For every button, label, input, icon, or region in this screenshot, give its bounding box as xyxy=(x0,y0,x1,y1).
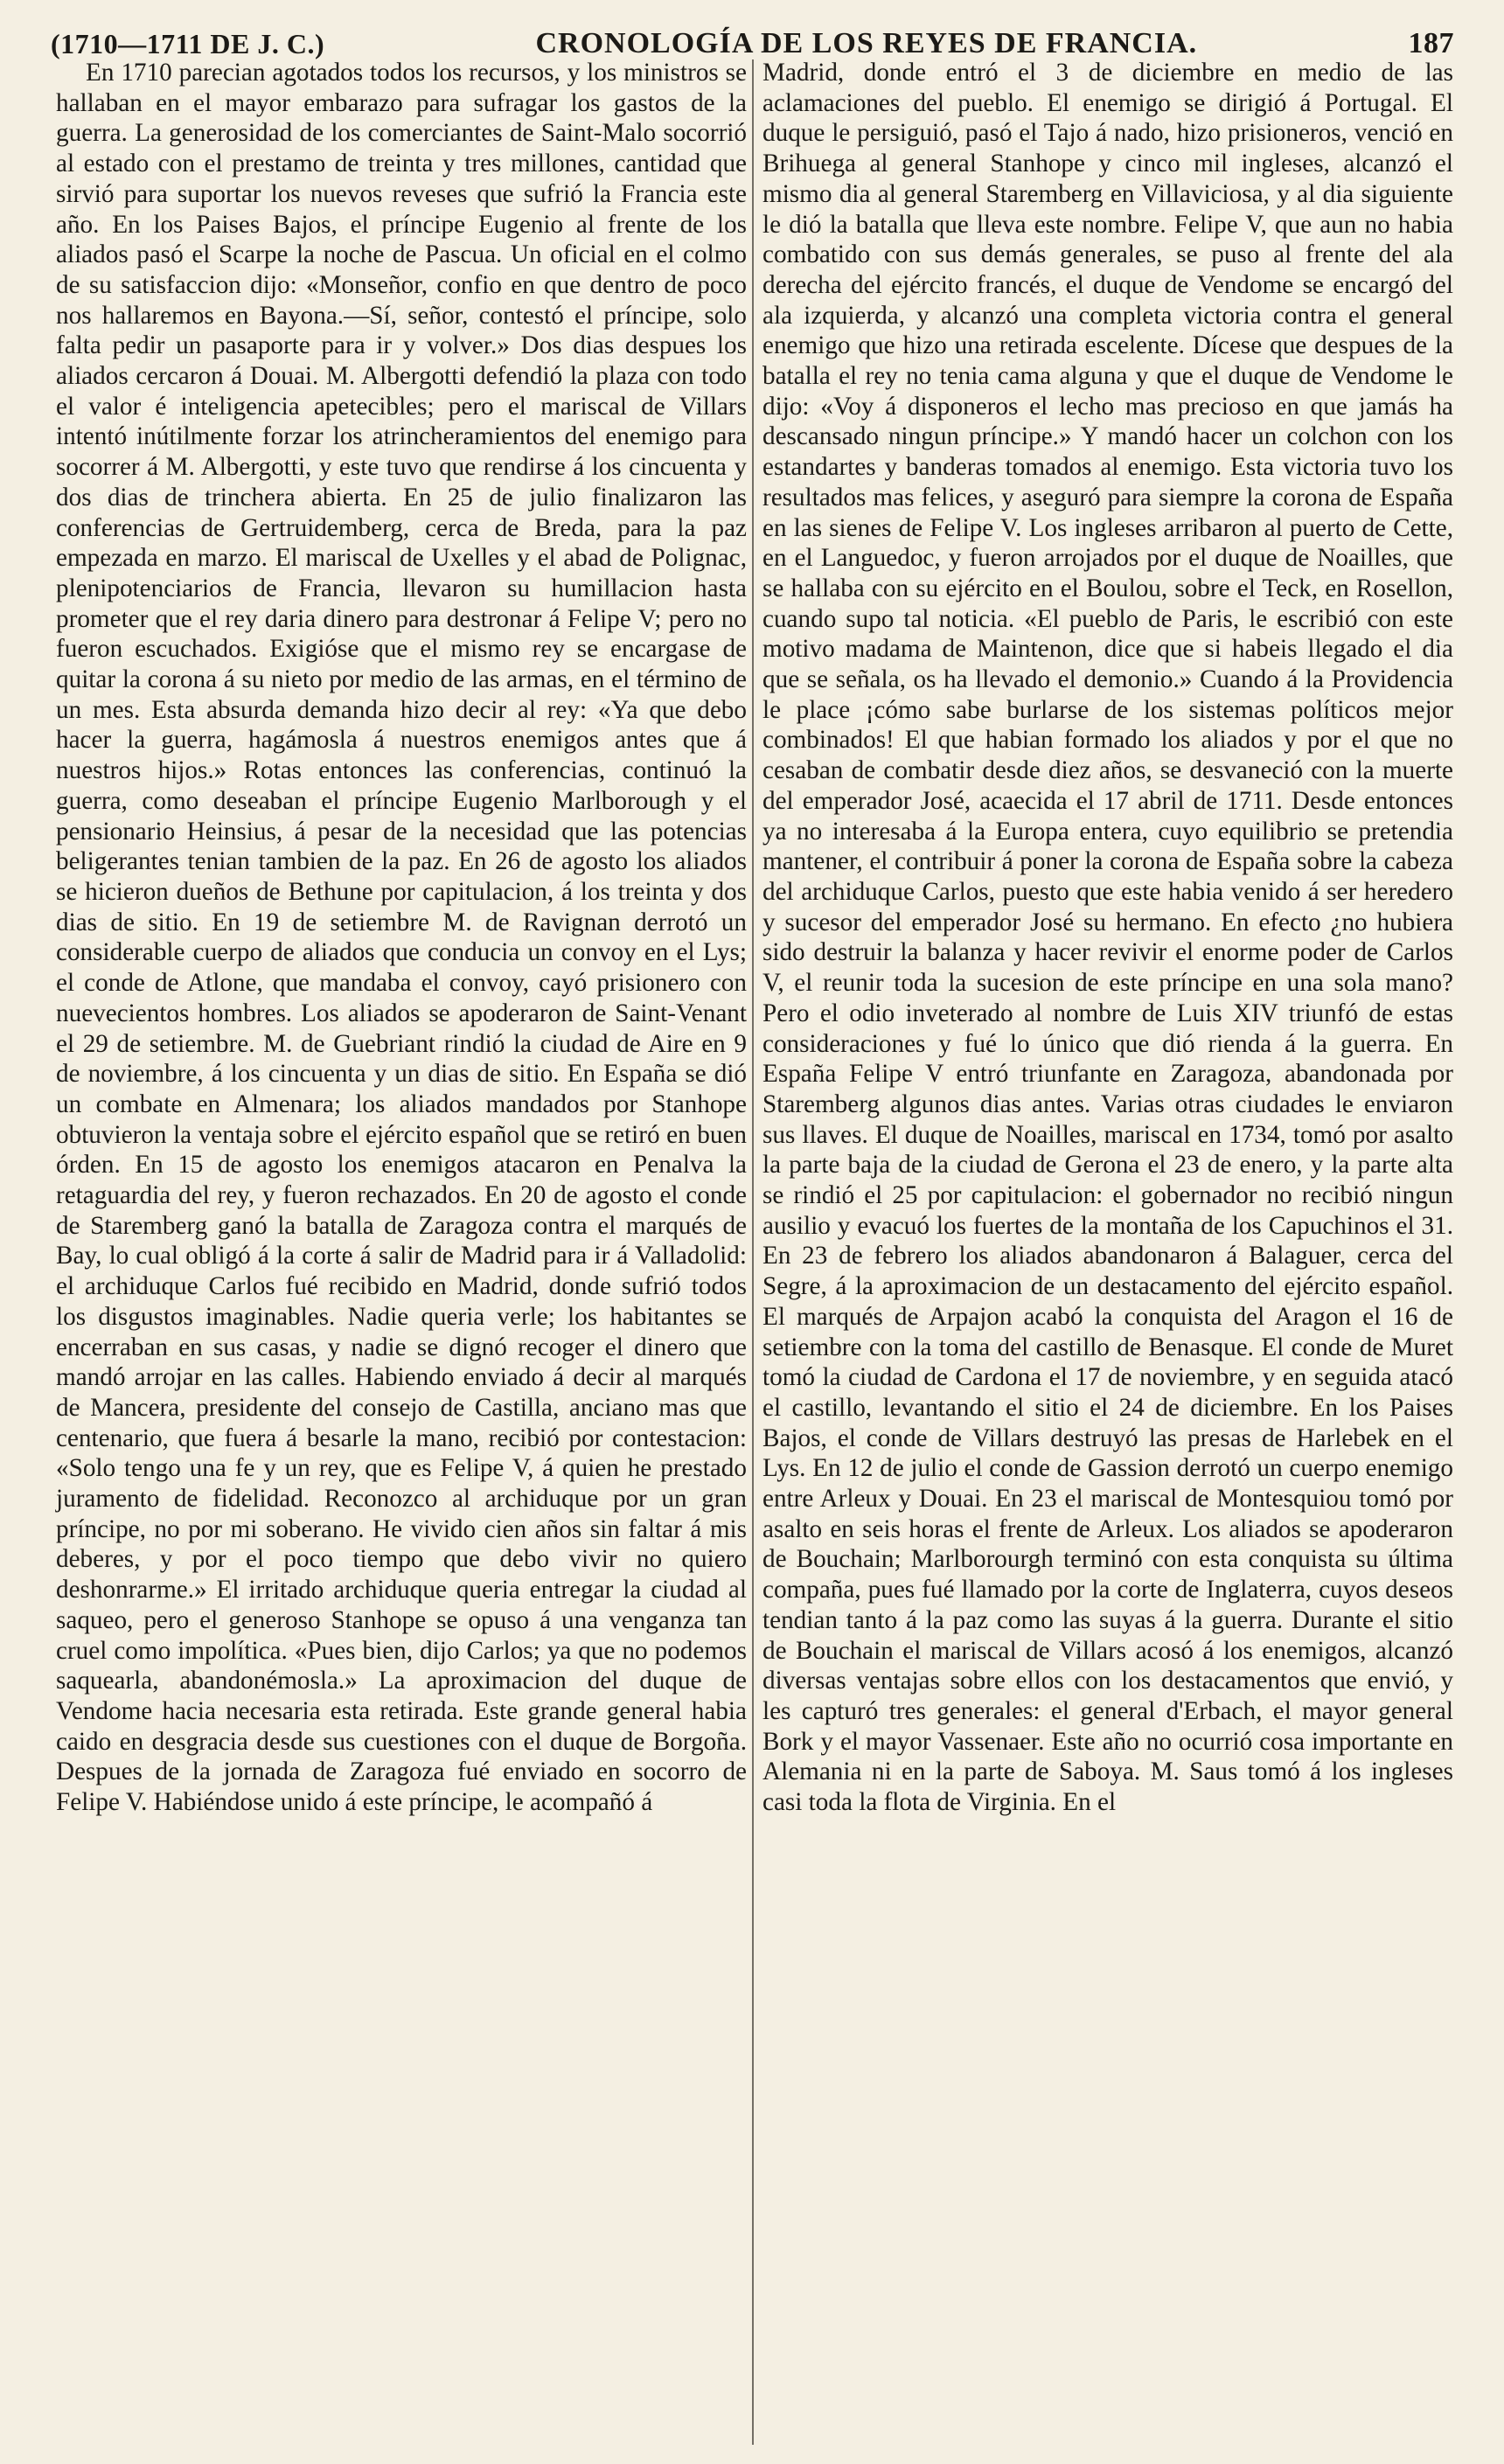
running-title: CRONOLOGÍA DE LOS REYES DE FRANCIA. xyxy=(535,27,1198,59)
left-column-text: En 1710 parecian agotados todos los recursos, y los ministros se hallaban en el mayor embarazo para sufragar los gastos de la guerra. La generosidad de los comerciantes de Saint-Malo socorrió al estado con el prestamo de treinta y tres millones, cantidad que sirvió para suportar los nuevos reveses que sufrió la Francia este año. En los Paises Bajos, el príncipe Eugenio al frente de los aliados pasó el Scarpe la noche de Pascua. Un oficial en el colmo de su satisfaccion dijo: «Monseñor, confio en que dentro de poco nos hallaremos en Bayona.—Sí, señor, contestó el príncipe, solo falta pedir un pasaporte para ir y volver.» Dos dias despues los aliados cercaron á Douai. M. Albergotti defendió la plaza con todo el valor é inteligencia apetecibles; pero el mariscal de Villars intentó inútilmente forzar los atrincheramientos del enemigo para socorrer á M. Albergotti, y este tuvo que rendirse á los cincuenta y dos dias de trinchera abierta. En 25 de julio finalizaron las conferencias de Gertruidemberg, cerca de Breda, para la paz empezada en marzo. El mariscal de Uxelles y el abad de Polignac, plenipotenciarios de Francia, llevaron su humillacion hasta prometer que el rey daria dinero para destronar á Felipe V; pero no fueron escuchados. Exigióse que el mismo rey se encargase de quitar la corona á su nieto por medio de las armas, en el término de un mes. Esta absurda demanda hizo decir al rey: «Ya que debo hacer la guerra, hagámosla á nuestros enemigos antes que á nuestros hijos.» Rotas entonces las conferencias, continuó la guerra, como deseaban el príncipe Eugenio Marlborough y el pensionario Heinsius, á pesar de la necesidad que las potencias beligerantes tenian tambien de la paz. En 26 de agosto los aliados se hicieron dueños de Bethune por capitulacion, á los treinta y dos dias de sitio. En 19 de setiembre M. de Ravignan derrotó un considerable cuerpo de aliados que conducia un convoy en el Lys; el conde de Atlone, que mandaba el convoy, cayó prisionero con nuevecientos hombres. Los aliados se apoderaron de Saint-Venant el 29 de setiembre. M. de Guebriant rindió la ciudad de Aire en 9 de noviembre, á los cincuenta y un dias de sitio. En España se dió un combate en Almenara; los aliados mandados por Stanhope obtuvieron la ventaja sobre el ejército español que se retiró en buen órden. En 15 de agosto los enemigos atacaron en Penalva la retaguardia del rey, y fueron rechazados. En 20 de agosto el conde de Staremberg ganó la batalla de Zaragoza contra el marqués de Bay, lo cual obligó á la corte á salir de Madrid para ir á Valladolid: el archiduque Carlos fué recibido en Madrid, donde sufrió todos los disgustos imaginables. Nadie queria verle; los habitantes se encerraban en sus casas, y nadie se dignó recoger el dinero que mandó arrojar en las calles. Habiendo enviado á decir al marqués de Mancera, presidente del consejo de Castilla, anciano mas que centenario, que fuera á besarle la mano, recibió por contestacion: «Solo tengo una fe y un rey, que es Felipe V, á quien he prestado juramento de fidelidad. Reconozco al archiduque por un gran príncipe, no por mi soberano. He vivido cien años sin faltar á mis deberes, y por el poco tiempo que debo vivir no quiero deshonrarme.» El irritado archiduque queria entregar la ciudad al saqueo, pero el generoso Stanhope se opuso á una venganza tan cruel como impolítica. «Pues bien, dijo Carlos; ya que no podemos saquearla, abandonémosla.» La aproximacion del duque de Vendome hacia necesaria esta retirada. Este grande general habia caido en desgracia desde sus cuestiones con el duque de Borgoña. Despues de la jornada de Zaragoza fué enviado en socorro de Felipe V. Habiéndose unido á este príncipe, le acompañó á xyxy=(56,59,747,1817)
running-head-dates: (1710—1711 DE J. C.) xyxy=(51,27,325,59)
right-column xyxy=(762,58,1453,2445)
page-number: 187 xyxy=(1408,27,1454,59)
right-column-text: Madrid, donde entró el 3 de diciembre en medio de las aclamaciones del pueblo. El enemigo se dirigió á Portugal. El duque le persiguió, pasó el Tajo á nado, hizo prisioneros, venció en Brihuega al general Stanhope y cinco mil ingleses, alcanzó el mismo dia al general Staremberg en Villaviciosa, y al dia siguiente le dió la batalla que lleva este nombre. Felipe V, que aun no habia combatido con sus demás generales, se puso al frente del ala derecha del ejército francés, el duque de Vendome se encargó del ala izquierda, y alcanzó una completa victoria contra el general enemigo que hizo una retirada escelente. Dícese que despues de la batalla el rey no tenia cama alguna y que el duque de Vendome le dijo: «Voy á disponeros el lecho mas precioso en que jamás ha descansado ningun príncipe.» Y mandó hacer un colchon con los estandartes y banderas tomados al enemigo. Esta victoria tuvo los resultados mas felices, y aseguró para siempre la corona de España en las sienes de Felipe V. Los ingleses arribaron al puerto de Cette, en el Languedoc, y fueron arrojados por el duque de Noailles, que se hallaba con su ejército en el Boulou, sobre el Teck, en Rosellon, cuando supo tal noticia. «El pueblo de Paris, le escribió con este motivo madama de Maintenon, dice que si habeis llegado el dia que se señala, os ha llevado el demonio.» Cuando á la Providencia le place ¡cómo sabe burlarse de los sistemas políticos mejor combinados! El que habian formado los aliados y por el que no cesaban de combatir desde diez años, se desvaneció con la muerte del emperador José, acaecida el 17 abril de 1711. Desde entonces ya no interesaba á la Europa entera, cuyo equilibrio se pretendia mantener, el contribuir á poner la corona de España sobre la cabeza del archiduque Carlos, puesto que este habia venido á ser heredero y sucesor del emperador José su hermano. En efecto ¿no hubiera sido destruir la balanza y hacer revivir el enorme poder de Carlos V, el reunir toda la sucesion de este príncipe en una sola mano? Pero el odio inveterado al nombre de Luis XIV triunfó de estas consideraciones y fué lo único que dió rienda á la guerra. En España Felipe V entró triunfante en Zaragoza, abandonada por Staremberg algunos dias antes. Varias otras ciudades le enviaron sus llaves. El duque de Noailles, mariscal en 1734, tomó por asalto la parte baja de la ciudad de Gerona el 23 de enero, y la parte alta se rindió el 25 por capitulacion: el gobernador no recibió ningun ausilio y evacuó los fuertes de la montaña de los Capuchinos el 31. En 23 de febrero los aliados abandonaron á Balaguer, cerca del Segre, á la aproximacion de un destacamento del ejército español. El marqués de Arpajon acabó la conquista del Aragon el 16 de setiembre con la toma del castillo de Benasque. El conde de Muret tomó la ciudad de Cardona el 17 de noviembre, y en seguida atacó el castillo, levantando el sitio el 24 de diciembre. En los Paises Bajos, el conde de Villars destruyó las presas de Harlebek en el Lys. En 12 de julio el conde de Gassion derrotó un cuerpo enemigo entre Arleux y Douai. En 23 el mariscal de Montesquiou tomó por asalto en seis horas el frente de Arleux. Los aliados se apoderaron de Bouchain; Marlborourgh terminó con esta conquista su última compaña, pues fué llamado por la corte de Inglaterra, cuyos deseos tendian tanto á la paz como las suyas á la guerra. Durante el sitio de Bouchain el mariscal de Villars acosó á los enemigos, alcanzó diversas ventajas sobre ellos con los destacamentos que envió, y les capturó tres generales: el general d'Erbach, el mayor general Bork y el mayor Vassenaer. Este año no ocurrió cosa importante en Alemania ni en la parte de Saboya. M. Saus tomó á los ingleses casi toda la flota de Virginia. En el xyxy=(762,59,1453,1817)
left-column xyxy=(56,58,747,2445)
column-divider xyxy=(752,59,754,2445)
